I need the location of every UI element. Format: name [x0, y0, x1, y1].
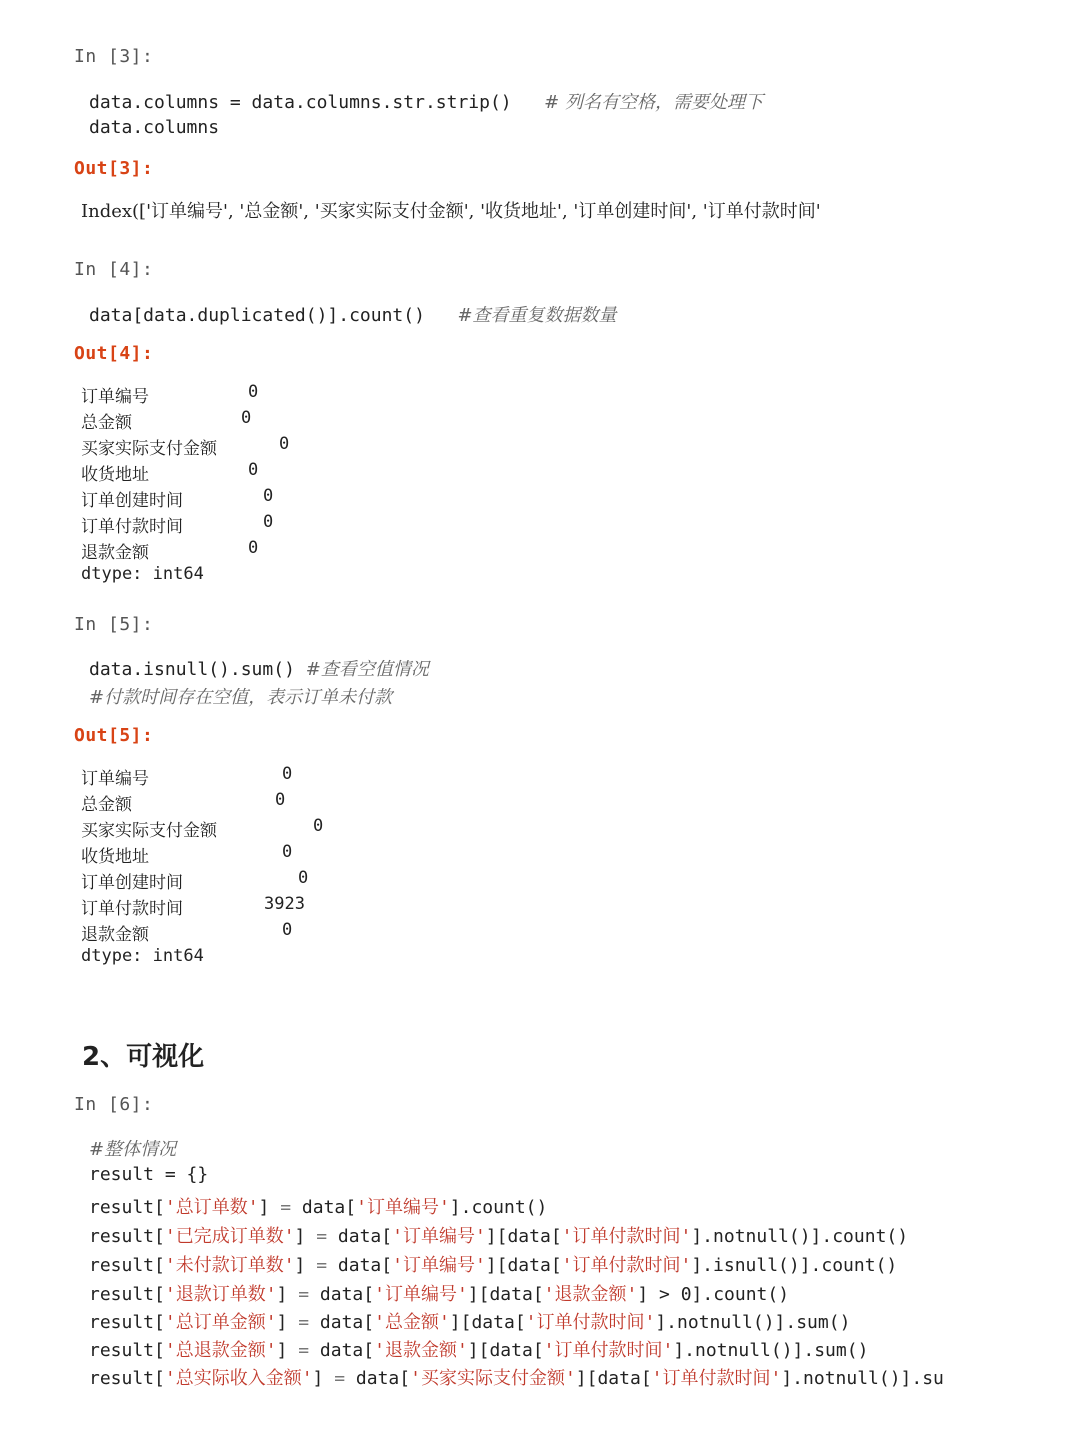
out4-row-value: 0	[248, 382, 259, 402]
out4-row-value: 0	[241, 408, 252, 428]
in3-line1[interactable]	[89, 88, 763, 114]
in6-key: 总实际收入金额	[175, 1368, 302, 1389]
in5-prompt: In [5]:	[74, 614, 154, 635]
in6-col: 订单付款时间	[662, 1368, 771, 1389]
out5-row-label: 收货地址	[81, 847, 149, 867]
in6-tail: ].notnull()].sum()	[655, 1312, 851, 1333]
in6-col: 订单编号	[366, 1197, 439, 1218]
out4-row	[81, 486, 274, 511]
in6-line: result['总订单数'] = data['订单编号'].count()	[89, 1197, 548, 1218]
out5-prompt: Out[5]:	[74, 725, 154, 746]
in4-code: data[data.duplicated()].count()	[89, 305, 425, 326]
in6-prompt: In [6]:	[74, 1094, 154, 1115]
in6-col: 退款金额	[554, 1284, 627, 1305]
in6-comment: #整体情况	[89, 1139, 177, 1160]
in6-tail: ].notnull()].sum()	[673, 1340, 869, 1361]
in6-col: 订单付款时间	[536, 1312, 645, 1333]
out5-row-value: 0	[298, 868, 309, 888]
out4-row	[81, 460, 259, 485]
in5-code: data.isnull().sum()	[89, 659, 295, 680]
out5-row	[81, 894, 305, 919]
in6-tail: ].count()	[449, 1197, 548, 1218]
in6-line: result['总实际收入金额'] = data['买家实际支付金额'][data['订单付款时间'].notnull()].su	[89, 1368, 944, 1389]
section-heading: 2、可视化	[82, 1042, 205, 1072]
out4-prompt: Out[4]:	[74, 343, 154, 364]
in4-prompt: In [4]:	[74, 259, 154, 280]
out5-row-label: 订单创建时间	[81, 873, 183, 893]
in3-line1-code: data.columns = data.columns.str.strip()	[89, 92, 512, 113]
out4-row-label: 总金额	[81, 413, 132, 433]
out3-index-text: Index(['订单编号', '总金额', '买家实际支付金额', '收货地址', '订单创建时间', '订单付款时间'	[81, 201, 821, 222]
in5-comment1: #查看空值情况	[305, 659, 429, 680]
in6-key: 总订单金额	[175, 1312, 266, 1333]
in6-tail: ].notnull()].count()	[691, 1226, 909, 1247]
in6-col: 订单付款时间	[554, 1340, 663, 1361]
in6-col: 买家实际支付金额	[420, 1368, 565, 1389]
out3-index-output	[81, 197, 1001, 223]
in5-line1[interactable]	[89, 655, 429, 681]
in6-key: 已完成订单数	[175, 1226, 284, 1247]
out5-dtype: dtype: int64	[81, 946, 204, 966]
out5-row-label: 总金额	[81, 795, 132, 815]
out4-row-label: 买家实际支付金额	[81, 439, 217, 459]
out5-row-value: 0	[275, 790, 286, 810]
in6-col: 订单编号	[402, 1226, 475, 1247]
in6-key: 未付款订单数	[175, 1255, 284, 1276]
out5-row	[81, 868, 309, 893]
out4-row-value: 0	[279, 434, 290, 454]
out4-row	[81, 408, 252, 433]
in3-line1-comment: # 列名有空格，需要处理下	[544, 92, 763, 113]
out5-row-label: 买家实际支付金额	[81, 821, 217, 841]
in6-line: result['已完成订单数'] = data['订单编号'][data['订单付款时间'].notnull()].count()	[89, 1226, 909, 1247]
in6-tail: ].notnull()].su	[781, 1368, 944, 1389]
out5-row-label: 订单付款时间	[81, 899, 183, 919]
in6-line: result['退款订单数'] = data['订单编号'][data['退款金额'] > 0].count()	[89, 1284, 790, 1305]
out4-row-label: 订单编号	[81, 387, 149, 407]
out5-row	[81, 816, 324, 841]
out3-prompt: Out[3]:	[74, 158, 154, 179]
out4-row-label: 退款金额	[81, 543, 149, 563]
in5-line2[interactable]	[89, 683, 392, 709]
in6-line: result['总订单金额'] = data['总金额'][data['订单付款时间'].notnull()].sum()	[89, 1312, 851, 1333]
in3-prompt: In [3]:	[74, 46, 154, 67]
in5-comment2: #付款时间存在空值，表示订单未付款	[89, 687, 393, 708]
out4-row-value: 0	[248, 538, 259, 558]
out5-row-value: 0	[282, 842, 293, 862]
out5-row	[81, 920, 293, 945]
out5-row	[81, 790, 286, 815]
in6-col: 退款金额	[384, 1340, 457, 1361]
in6-col: 订单付款时间	[572, 1255, 681, 1276]
in6-key: 退款订单数	[175, 1284, 266, 1305]
out5-row	[81, 842, 293, 867]
in6-line: result = {}	[89, 1164, 209, 1185]
out4-row	[81, 512, 274, 537]
out4-row	[81, 382, 259, 407]
in4-comment: #查看重复数据数量	[457, 305, 617, 326]
out5-row-value: 3923	[264, 894, 305, 914]
out4-row-value: 0	[248, 460, 259, 480]
in6-col: 总金额	[384, 1312, 439, 1333]
out5-row-label: 订单编号	[81, 769, 149, 789]
in6-col: 订单编号	[402, 1255, 475, 1276]
in6-tail: ] > 0].count()	[637, 1284, 790, 1305]
in6-comment-line	[89, 1135, 176, 1161]
in4-line1[interactable]	[89, 301, 617, 327]
out4-row-label: 订单创建时间	[81, 491, 183, 511]
out5-row-value: 0	[282, 920, 293, 940]
in6-key: 总订单数	[175, 1197, 248, 1218]
in6-key: 总退款金额	[175, 1340, 266, 1361]
out4-row-label: 收货地址	[81, 465, 149, 485]
out5-row-value: 0	[282, 764, 293, 784]
out4-row-label: 订单付款时间	[81, 517, 183, 537]
in6-col: 订单付款时间	[572, 1226, 681, 1247]
out5-row-value: 0	[313, 816, 324, 836]
in3-line2[interactable]: data.columns	[89, 117, 220, 138]
out5-row	[81, 764, 293, 789]
out4-row-value: 0	[263, 512, 274, 532]
in6-col: 订单编号	[384, 1284, 457, 1305]
out4-row	[81, 538, 259, 563]
out4-row-value: 0	[263, 486, 274, 506]
in6-line: result['总退款金额'] = data['退款金额'][data['订单付款时间'].notnull()].sum()	[89, 1340, 869, 1361]
out5-row-label: 退款金额	[81, 925, 149, 945]
in6-line: result['未付款订单数'] = data['订单编号'][data['订单付款时间'].isnull()].count()	[89, 1255, 898, 1276]
out4-dtype: dtype: int64	[81, 564, 204, 584]
out4-row	[81, 434, 290, 459]
in6-tail: ].isnull()].count()	[691, 1255, 898, 1276]
